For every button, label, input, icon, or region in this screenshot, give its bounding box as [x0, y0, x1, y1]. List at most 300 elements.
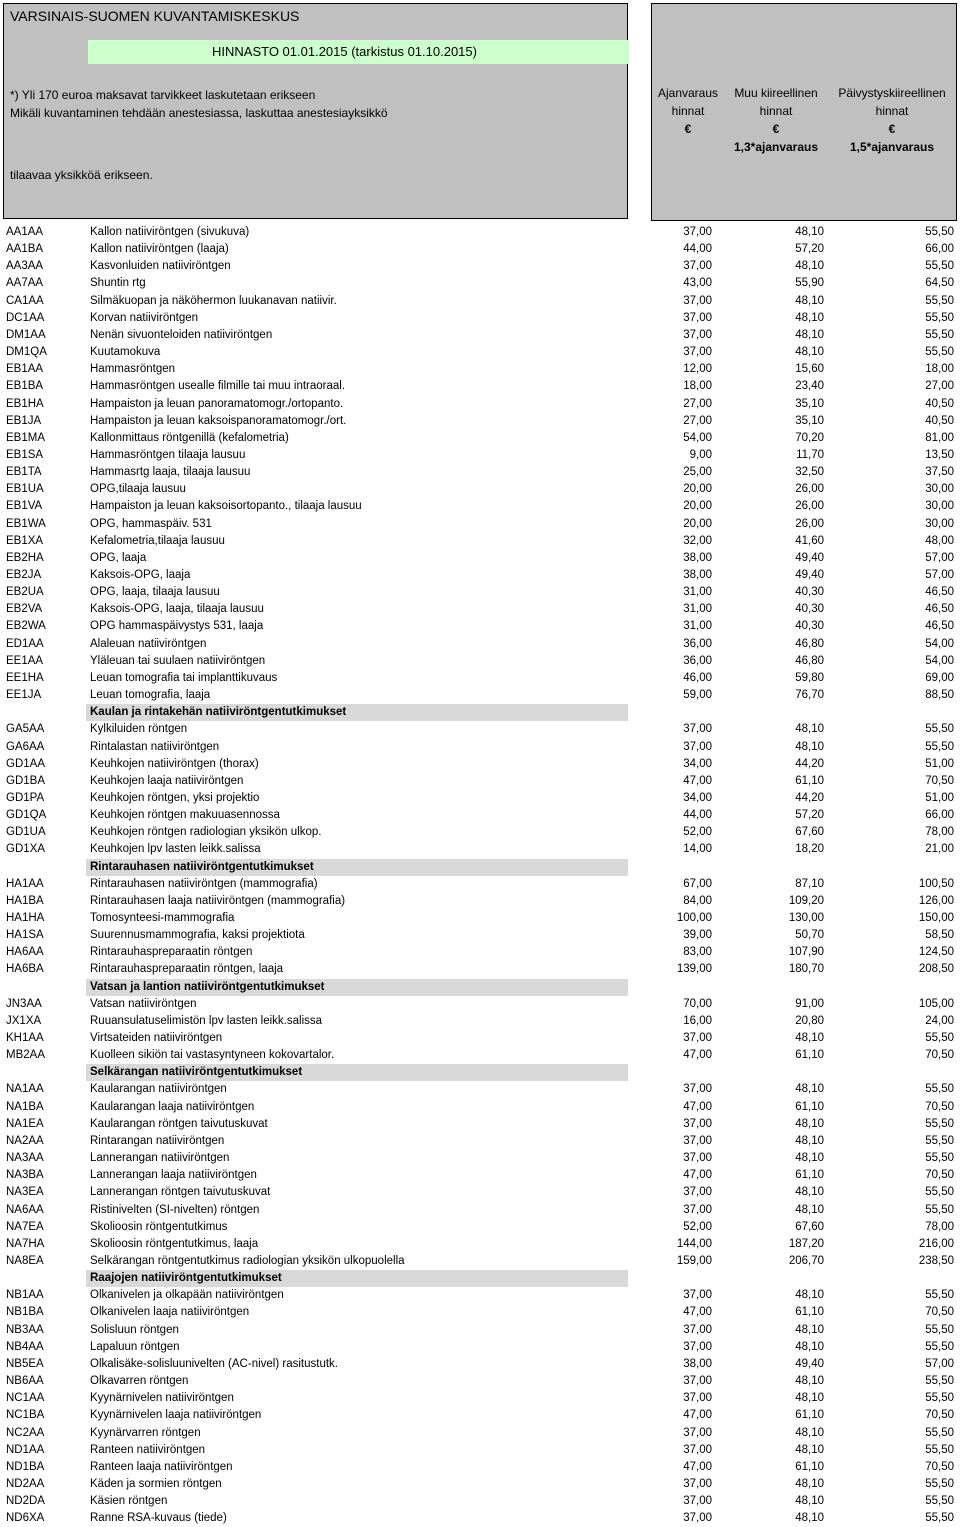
price-scheduled: 100,00 [676, 912, 712, 924]
price-scheduled: 46,00 [683, 672, 712, 684]
price-emergency: 55,50 [925, 1512, 954, 1524]
price-scheduled: 20,00 [683, 483, 712, 495]
table-row [0, 1287, 960, 1304]
price-urgent: 35,10 [795, 398, 824, 410]
price-scheduled: 84,00 [683, 895, 712, 907]
table-row [0, 447, 960, 464]
procedure-description: Rintarauhaspreparaatin röntgen, laaja [90, 963, 284, 975]
procedure-description: Vatsan natiiviröntgen [90, 998, 197, 1010]
price-urgent: 187,20 [788, 1238, 824, 1250]
price-emergency: 30,00 [925, 500, 954, 512]
price-list-title: HINNASTO 01.01.2015 (tarkistus 01.10.2015) [88, 40, 629, 64]
price-emergency: 70,50 [925, 1049, 954, 1061]
price-emergency: 54,00 [925, 655, 954, 667]
price-emergency: 100,50 [918, 878, 954, 890]
price-emergency: 55,50 [925, 1032, 954, 1044]
price-emergency: 46,50 [925, 586, 954, 598]
procedure-description: Ranteen natiiviröntgen [90, 1444, 206, 1456]
procedure-description: Kylkiluiden röntgen [90, 723, 188, 735]
procedure-description: Rintarauhasen laaja natiiviröntgen (mammografia) [90, 895, 346, 907]
table-row [0, 327, 960, 344]
price-scheduled: 47,00 [683, 1461, 712, 1473]
procedure-description: Yläleuan tai suulaen natiiviröntgen [90, 655, 266, 667]
price-scheduled: 44,00 [683, 243, 712, 255]
price-urgent: 48,10 [795, 346, 824, 358]
price-scheduled: 37,00 [683, 1375, 712, 1387]
price-emergency: 55,50 [925, 1392, 954, 1404]
price-scheduled: 31,00 [683, 620, 712, 632]
price-scheduled: 34,00 [683, 792, 712, 804]
price-urgent: 35,10 [795, 415, 824, 427]
price-urgent: 40,30 [795, 586, 824, 598]
price-emergency: 126,00 [918, 895, 954, 907]
procedure-code: EB2VA [6, 603, 43, 615]
price-scheduled: 27,00 [683, 398, 712, 410]
note-anesthesia: Mikäli kuvantaminen tehdään anestesiassa, laskuttaa anestesiayksikkö [10, 106, 388, 120]
price-scheduled: 37,00 [683, 295, 712, 307]
procedure-description: Skolioosin röntgentutkimus [90, 1221, 228, 1233]
price-emergency: 21,00 [925, 843, 954, 855]
price-scheduled: 59,00 [683, 689, 712, 701]
procedure-code: EB1XA [6, 535, 44, 547]
table-row [0, 636, 960, 653]
procedure-description: OPG, laaja [90, 552, 147, 564]
price-emergency: 238,50 [918, 1255, 954, 1267]
table-row [0, 344, 960, 361]
price-urgent: 59,80 [795, 672, 824, 684]
price-scheduled: 31,00 [683, 586, 712, 598]
table-row [0, 601, 960, 618]
table-row [0, 584, 960, 601]
procedure-description: Leuan tomografia tai implanttikuvaus [90, 672, 278, 684]
procedure-description: Kaksois-OPG, laaja [90, 569, 191, 581]
price-emergency: 55,50 [925, 1324, 954, 1336]
table-row [0, 275, 960, 292]
procedure-description: Hampaiston ja leuan kaksoispanoramatomogr./ort. [90, 415, 347, 427]
table-row [0, 1390, 960, 1407]
note-supplies: *) Yli 170 euroa maksavat tarvikkeet laskutetaan erikseen [10, 88, 316, 102]
price-scheduled: 47,00 [683, 1169, 712, 1181]
procedure-code: NB5EA [6, 1358, 44, 1370]
price-urgent: 48,10 [795, 1392, 824, 1404]
table-row [0, 721, 960, 738]
procedure-code: NB4AA [6, 1341, 44, 1353]
price-urgent: 48,10 [795, 1444, 824, 1456]
table-row [0, 1356, 960, 1373]
procedure-description: OPG, hammaspäiv. 531 [90, 518, 212, 530]
price-scheduled: 47,00 [683, 1306, 712, 1318]
price-emergency: 70,50 [925, 1461, 954, 1473]
procedure-code: AA3AA [6, 260, 44, 272]
procedure-description: Kyynärvarren röntgen [90, 1427, 201, 1439]
table-row [0, 1493, 960, 1510]
procedure-code: EB1SA [6, 449, 44, 461]
table-row [0, 670, 960, 687]
procedure-description: Skolioosin röntgentutkimus, laaja [90, 1238, 259, 1250]
procedure-code: EB1HA [6, 398, 44, 410]
table-row [0, 1133, 960, 1150]
table-row [0, 841, 960, 858]
table-row [0, 396, 960, 413]
procedure-description: Suurennusmammografia, kaksi projektiota [90, 929, 305, 941]
procedure-code: HA1BA [6, 895, 44, 907]
price-scheduled: 16,00 [683, 1015, 712, 1027]
table-row [0, 944, 960, 961]
procedure-code: GD1XA [6, 843, 45, 855]
price-scheduled: 37,00 [683, 226, 712, 238]
procedure-description: Lannerangan röntgen taivutuskuvat [90, 1186, 271, 1198]
price-urgent: 48,10 [795, 312, 824, 324]
price-emergency: 55,50 [925, 1152, 954, 1164]
procedure-code: HA6BA [6, 963, 44, 975]
procedure-description: Shuntin rtg [90, 277, 146, 289]
procedure-code: EB1VA [6, 500, 43, 512]
price-urgent: 18,20 [795, 843, 824, 855]
price-urgent: 57,20 [795, 809, 824, 821]
procedure-code: ED1AA [6, 638, 44, 650]
price-scheduled: 37,00 [683, 1204, 712, 1216]
price-scheduled: 37,00 [683, 1427, 712, 1439]
procedure-code: NA1AA [6, 1083, 44, 1095]
price-urgent: 48,10 [795, 1324, 824, 1336]
procedure-description: Leuan tomografia, laaja [90, 689, 211, 701]
price-scheduled: 14,00 [683, 843, 712, 855]
price-scheduled: 47,00 [683, 1101, 712, 1113]
procedure-code: NB3AA [6, 1324, 44, 1336]
price-urgent: 61,10 [795, 1169, 824, 1181]
price-scheduled: 37,00 [683, 1495, 712, 1507]
procedure-code: NA1EA [6, 1118, 44, 1130]
table-row [0, 1150, 960, 1167]
price-emergency: 55,50 [925, 1186, 954, 1198]
price-urgent: 44,20 [795, 758, 824, 770]
price-urgent: 49,40 [795, 552, 824, 564]
price-urgent: 180,70 [788, 963, 824, 975]
procedure-description: Kefalometria,tilaaja lausuu [90, 535, 225, 547]
procedure-description: Kyynärnivelen laaja natiiviröntgen [90, 1409, 262, 1421]
procedure-description: Kaularangan laaja natiiviröntgen [90, 1101, 255, 1113]
procedure-code: EB1TA [6, 466, 42, 478]
price-scheduled: 34,00 [683, 758, 712, 770]
price-urgent: 23,40 [795, 380, 824, 392]
price-scheduled: 39,00 [683, 929, 712, 941]
price-scheduled: 31,00 [683, 603, 712, 615]
procedure-description: Keuhkojen röntgen makuuasennossa [90, 809, 280, 821]
procedure-code: EB1BA [6, 380, 44, 392]
price-emergency: 57,00 [925, 569, 954, 581]
procedure-code: AA1AA [6, 226, 44, 238]
procedure-description: Selkärangan röntgentutkimus radiologian yksikön ulkopuolella [90, 1255, 405, 1267]
price-emergency: 55,50 [925, 226, 954, 238]
price-scheduled: 37,00 [683, 1118, 712, 1130]
price-emergency: 64,50 [925, 277, 954, 289]
price-urgent: 61,10 [795, 1461, 824, 1473]
table-row [0, 773, 960, 790]
procedure-description: Keuhkojen laaja natiiviröntgen [90, 775, 244, 787]
procedure-code: NB1AA [6, 1289, 44, 1301]
price-emergency: 55,50 [925, 312, 954, 324]
header-info-panel [3, 3, 628, 219]
price-urgent: 87,10 [795, 878, 824, 890]
price-urgent: 49,40 [795, 1358, 824, 1370]
price-scheduled: 37,00 [683, 312, 712, 324]
price-urgent: 48,10 [795, 226, 824, 238]
price-scheduled: 37,00 [683, 1152, 712, 1164]
procedure-description: OPG,tilaaja lausuu [90, 483, 186, 495]
price-columns-header [651, 3, 957, 221]
procedure-code: CA1AA [6, 295, 44, 307]
price-emergency: 24,00 [925, 1015, 954, 1027]
section-heading: Kaulan ja rintakehän natiiviröntgentutkimukset [86, 704, 628, 721]
procedure-description: Ristinivelten (SI-nivelten) röntgen [90, 1204, 260, 1216]
price-scheduled: 67,00 [683, 878, 712, 890]
procedure-description: Kuolleen sikiön tai vastasyntyneen kokovartalor. [90, 1049, 335, 1061]
price-scheduled: 36,00 [683, 655, 712, 667]
price-scheduled: 37,00 [683, 346, 712, 358]
procedure-description: Rintalastan natiiviröntgen [90, 741, 220, 753]
procedure-code: NA8EA [6, 1255, 44, 1267]
procedure-description: Hammasrtg laaja, tilaaja lausuu [90, 466, 251, 478]
procedure-code: NA3AA [6, 1152, 44, 1164]
price-scheduled: 52,00 [683, 826, 712, 838]
procedure-code: GD1AA [6, 758, 45, 770]
procedure-code: NA2AA [6, 1135, 44, 1147]
table-row [0, 961, 960, 978]
procedure-code: NB1BA [6, 1306, 44, 1318]
price-urgent: 44,20 [795, 792, 824, 804]
procedure-code: DM1AA [6, 329, 46, 341]
procedure-code: JX1XA [6, 1015, 42, 1027]
procedure-description: Rintarauhaspreparaatin röntgen [90, 946, 253, 958]
procedure-code: NA1BA [6, 1101, 44, 1113]
price-urgent: 70,20 [795, 432, 824, 444]
price-urgent: 50,70 [795, 929, 824, 941]
price-emergency: 55,50 [925, 329, 954, 341]
price-emergency: 70,50 [925, 1409, 954, 1421]
price-emergency: 55,50 [925, 1083, 954, 1095]
section-heading: Raajojen natiiviröntgentutkimukset [86, 1270, 628, 1287]
table-row [0, 824, 960, 841]
price-emergency: 55,50 [925, 1444, 954, 1456]
procedure-description: Nenän sivuonteloiden natiiviröntgen [90, 329, 273, 341]
price-emergency: 66,00 [925, 809, 954, 821]
price-scheduled: 32,00 [683, 535, 712, 547]
price-urgent: 48,10 [795, 1118, 824, 1130]
price-urgent: 109,20 [788, 895, 824, 907]
price-urgent: 26,00 [795, 500, 824, 512]
table-row [0, 1425, 960, 1442]
table-row [0, 550, 960, 567]
organization-title: VARSINAIS-SUOMEN KUVANTAMISKESKUS [10, 8, 300, 24]
price-emergency: 51,00 [925, 792, 954, 804]
price-scheduled: 52,00 [683, 1221, 712, 1233]
table-row [0, 413, 960, 430]
procedure-description: OPG, laaja, tilaaja lausuu [90, 586, 220, 598]
table-row [0, 687, 960, 704]
table-row [0, 1081, 960, 1098]
procedure-code: EB2JA [6, 569, 42, 581]
procedure-code: HA1AA [6, 878, 44, 890]
price-scheduled: 37,00 [683, 1032, 712, 1044]
price-emergency: 70,50 [925, 1306, 954, 1318]
table-row [0, 1476, 960, 1493]
price-urgent: 48,10 [795, 1341, 824, 1353]
price-emergency: 40,50 [925, 415, 954, 427]
procedure-description: Olkalisäke-solisluunivelten (AC-nivel) rasitustutk. [90, 1358, 338, 1370]
table-row [0, 464, 960, 481]
procedure-description: Alaleuan natiiviröntgen [90, 638, 207, 650]
procedure-description: Kuutamokuva [90, 346, 161, 358]
price-emergency: 78,00 [925, 826, 954, 838]
procedure-description: Lannerangan laaja natiiviröntgen [90, 1169, 257, 1181]
price-scheduled: 12,00 [683, 363, 712, 375]
procedure-code: GD1PA [6, 792, 45, 804]
price-emergency: 78,00 [925, 1221, 954, 1233]
price-emergency: 27,00 [925, 380, 954, 392]
procedure-description: Rintarangan natiiviröntgen [90, 1135, 225, 1147]
procedure-description: OPG hammaspäivystys 531, laaja [90, 620, 264, 632]
table-row [0, 361, 960, 378]
procedure-code: NC2AA [6, 1427, 45, 1439]
price-scheduled: 37,00 [683, 329, 712, 341]
procedure-description: Olkavarren röntgen [90, 1375, 189, 1387]
procedure-description: Kaksois-OPG, laaja, tilaaja lausuu [90, 603, 264, 615]
column-header-scheduled: Ajanvaraus hinnat € [657, 86, 719, 136]
procedure-code: NA3EA [6, 1186, 44, 1198]
table-row [0, 1510, 960, 1527]
table-row [0, 893, 960, 910]
procedure-code: AA7AA [6, 277, 44, 289]
price-urgent: 61,10 [795, 775, 824, 787]
price-urgent: 48,10 [795, 1478, 824, 1490]
procedure-code: ND1AA [6, 1444, 45, 1456]
table-row [0, 1219, 960, 1236]
procedure-description: Ruuansulatuselimistön lpv lasten leikk.salissa [90, 1015, 323, 1027]
price-scheduled: 37,00 [683, 1512, 712, 1524]
price-emergency: 57,00 [925, 552, 954, 564]
procedure-code: EB1AA [6, 363, 44, 375]
table-row [0, 1116, 960, 1133]
procedure-code: NC1AA [6, 1392, 45, 1404]
price-emergency: 55,50 [925, 1495, 954, 1507]
table-row [0, 533, 960, 550]
procedure-code: NA7HA [6, 1238, 45, 1250]
price-urgent: 40,30 [795, 603, 824, 615]
price-scheduled: 37,00 [683, 1392, 712, 1404]
table-row [0, 567, 960, 584]
price-emergency: 55,50 [925, 1427, 954, 1439]
price-urgent: 48,10 [795, 1427, 824, 1439]
price-scheduled: 37,00 [683, 1324, 712, 1336]
procedure-description: Kaularangan natiiviröntgen [90, 1083, 227, 1095]
table-row [0, 807, 960, 824]
price-urgent: 48,10 [795, 1186, 824, 1198]
table-row [0, 739, 960, 756]
procedure-description: Olkanivelen ja olkapään natiiviröntgen [90, 1289, 284, 1301]
table-row [0, 1322, 960, 1339]
table-row [0, 224, 960, 241]
table-row [0, 996, 960, 1013]
procedure-code: GD1BA [6, 775, 45, 787]
price-emergency: 55,50 [925, 1135, 954, 1147]
table-row [0, 1442, 960, 1459]
price-urgent: 57,20 [795, 243, 824, 255]
price-emergency: 124,50 [918, 946, 954, 958]
price-urgent: 61,10 [795, 1306, 824, 1318]
table-row [0, 1030, 960, 1047]
price-urgent: 32,50 [795, 466, 824, 478]
table-row [0, 310, 960, 327]
table-row [0, 653, 960, 670]
procedure-description: Kallon natiiviröntgen (sivukuva) [90, 226, 250, 238]
procedure-code: EB1UA [6, 483, 44, 495]
price-scheduled: 139,00 [676, 963, 712, 975]
price-scheduled: 47,00 [683, 1049, 712, 1061]
price-emergency: 55,50 [925, 741, 954, 753]
price-emergency: 55,50 [925, 260, 954, 272]
procedure-description: Käsien röntgen [90, 1495, 168, 1507]
procedure-description: Kaularangan röntgen taivutuskuvat [90, 1118, 268, 1130]
price-emergency: 55,50 [925, 295, 954, 307]
price-scheduled: 37,00 [683, 260, 712, 272]
procedure-description: Keuhkojen röntgen radiologian yksikön ulkop. [90, 826, 322, 838]
table-row [0, 1304, 960, 1321]
price-emergency: 13,50 [925, 449, 954, 461]
procedure-description: Lapaluun röntgen [90, 1341, 180, 1353]
procedure-description: Lannerangan natiiviröntgen [90, 1152, 230, 1164]
table-row [0, 1184, 960, 1201]
table-row [0, 910, 960, 927]
price-scheduled: 38,00 [683, 552, 712, 564]
table-row [0, 1373, 960, 1390]
price-scheduled: 47,00 [683, 775, 712, 787]
procedure-code: ND6XA [6, 1512, 45, 1524]
table-row [0, 1459, 960, 1476]
price-scheduled: 37,00 [683, 1289, 712, 1301]
table-row [0, 378, 960, 395]
procedure-description: Kyynärnivelen natiiviröntgen [90, 1392, 234, 1404]
table-row [0, 258, 960, 275]
price-emergency: 46,50 [925, 603, 954, 615]
procedure-code: GD1UA [6, 826, 46, 838]
price-urgent: 67,60 [795, 1221, 824, 1233]
table-row [0, 498, 960, 515]
table-row [0, 1407, 960, 1424]
price-emergency: 40,50 [925, 398, 954, 410]
procedure-code: NB6AA [6, 1375, 44, 1387]
price-urgent: 61,10 [795, 1101, 824, 1113]
price-urgent: 11,70 [796, 449, 824, 461]
price-scheduled: 25,00 [683, 466, 712, 478]
price-emergency: 216,00 [918, 1238, 954, 1250]
price-scheduled: 159,00 [676, 1255, 712, 1267]
price-emergency: 150,00 [918, 912, 954, 924]
price-urgent: 46,80 [795, 655, 824, 667]
price-urgent: 61,10 [795, 1409, 824, 1421]
procedure-code: GA5AA [6, 723, 45, 735]
price-scheduled: 47,00 [683, 1409, 712, 1421]
price-urgent: 26,00 [795, 518, 824, 530]
price-urgent: 48,10 [795, 1032, 824, 1044]
price-emergency: 55,50 [925, 1289, 954, 1301]
price-urgent: 91,00 [795, 998, 824, 1010]
price-urgent: 48,10 [795, 741, 824, 753]
procedure-code: HA6AA [6, 946, 44, 958]
table-row [0, 481, 960, 498]
table-row [0, 430, 960, 447]
procedure-code: EB1MA [6, 432, 45, 444]
price-urgent: 49,40 [795, 569, 824, 581]
